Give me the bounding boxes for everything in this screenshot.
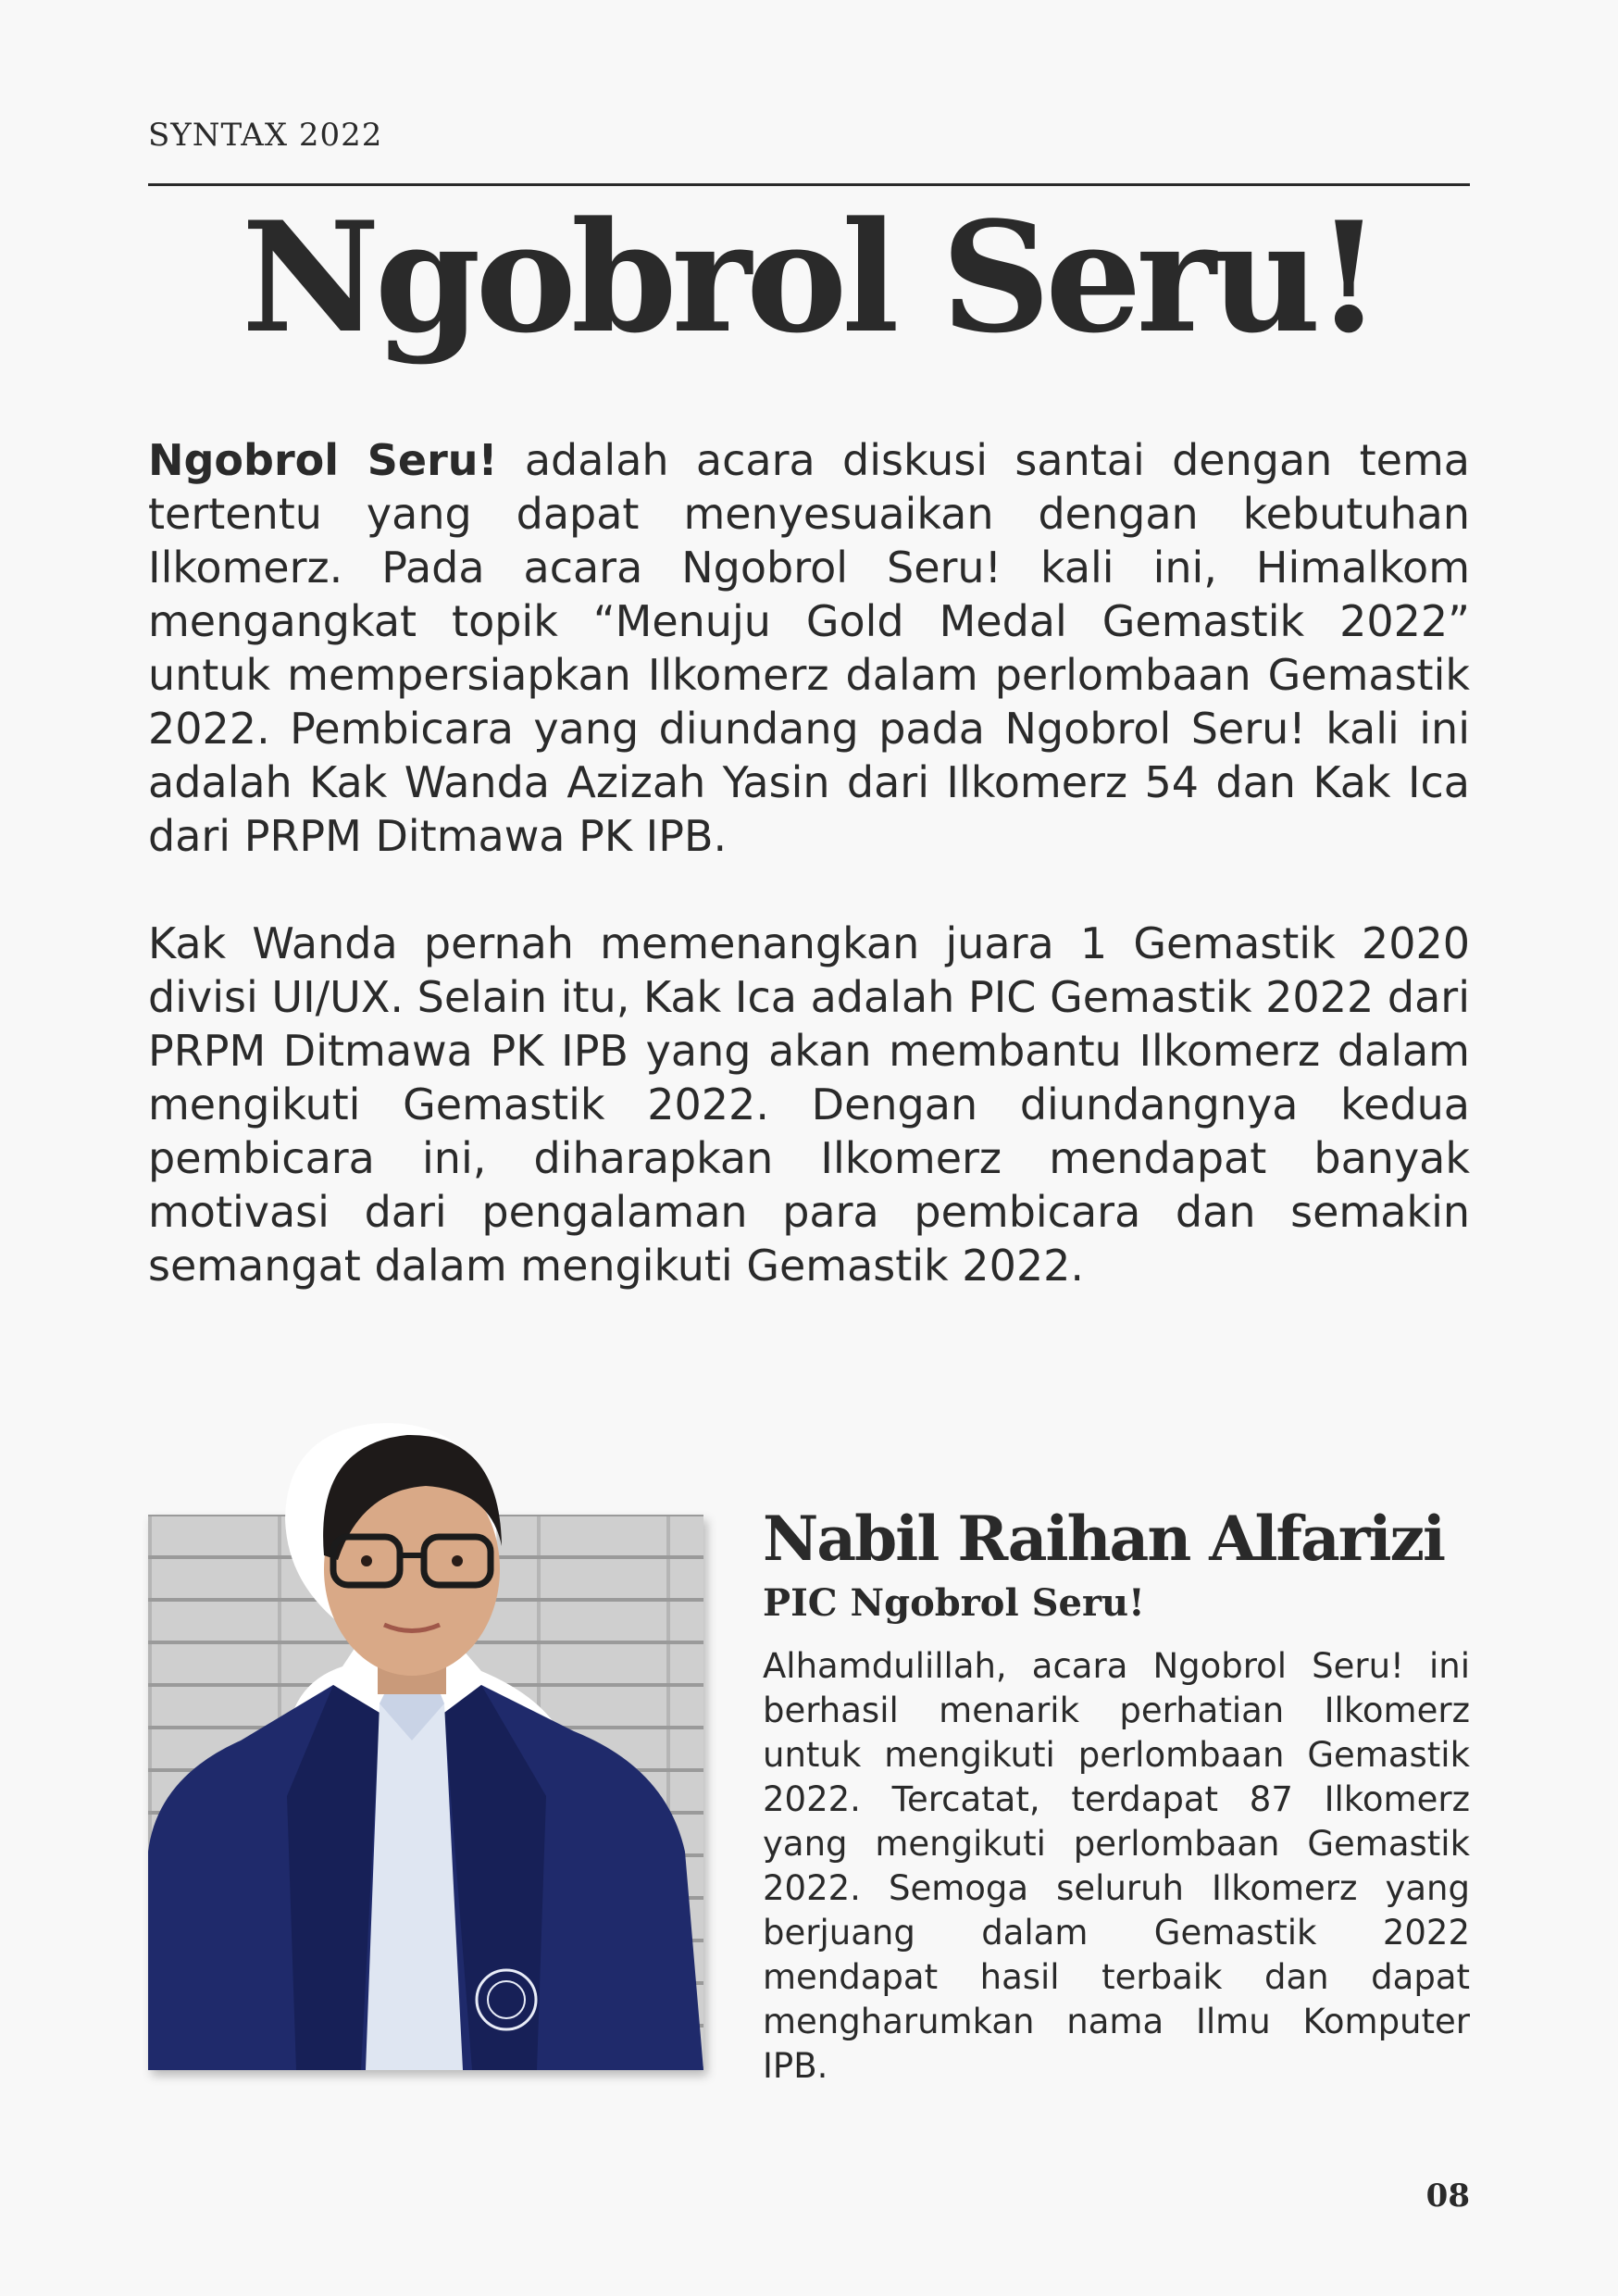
- speaker-role: PIC Ngobrol Seru!: [763, 1581, 1145, 1625]
- speakers-paragraph: Kak Wanda pernah memenangkan juara 1 Gemastik 2020 divisi UI/UX. Selain itu, Kak Ica adalah PIC Gemastik 2022 dari PRPM Ditmawa PK IPB yang akan membantu Ilkomerz dalam mengikuti Gemastik 2022. Dengan diundangnya kedua pembicara ini, diharapkan Ilkomerz mendapat banyak motivasi dari pengalaman para pembicara dan semakin semangat dalam mengikuti Gemastik 2022.: [148, 918, 1470, 1291]
- intro-paragraph: [148, 433, 1470, 863]
- speaker-portrait-illustration: [148, 1407, 703, 2070]
- speaker-quote: Alhamdulillah, acara Ngobrol Seru! ini berhasil menarik perhatian Ilkomerz untuk mengikuti perlombaan Gemastik 2022. Tercatat, terdapat 87 Ilkomerz yang mengikuti perlombaan Gemastik 2022. Semoga seluruh Ilkomerz yang berjuang dalam Gemastik 2022 mendapat hasil terbaik dan dapat mengharumkan nama Ilmu Komputer IPB.: [763, 1646, 1470, 2086]
- speaker-photo: [148, 1407, 703, 2070]
- page-number: 08: [1425, 2177, 1470, 2215]
- page-title: Ngobrol Seru!: [241, 188, 1377, 367]
- intro-lead-bold: Ngobrol Seru!: [148, 435, 498, 485]
- intro-body-text: adalah acara diskusi santai dengan tema tertentu yang dapat menyesuaikan dengan kebutuhan Ilkomerz. Pada acara Ngobrol Seru! kali ini, Himalkom mengangkat topik “Menuju Gold Medal Gemastik 2022” untuk mempersiapkan Ilkomerz dalam perlombaan Gemastik 2022. Pembicara yang diundang pada Ngobrol Seru! kali ini adalah Kak Wanda Azizah Yasin dari Ilkomerz 54 dan Kak Ica dari PRPM Ditmawa PK IPB.: [148, 435, 1470, 861]
- speaker-name: Nabil Raihan Alfarizi: [763, 1503, 1445, 1575]
- magazine-header-label: SYNTAX 2022: [148, 117, 383, 154]
